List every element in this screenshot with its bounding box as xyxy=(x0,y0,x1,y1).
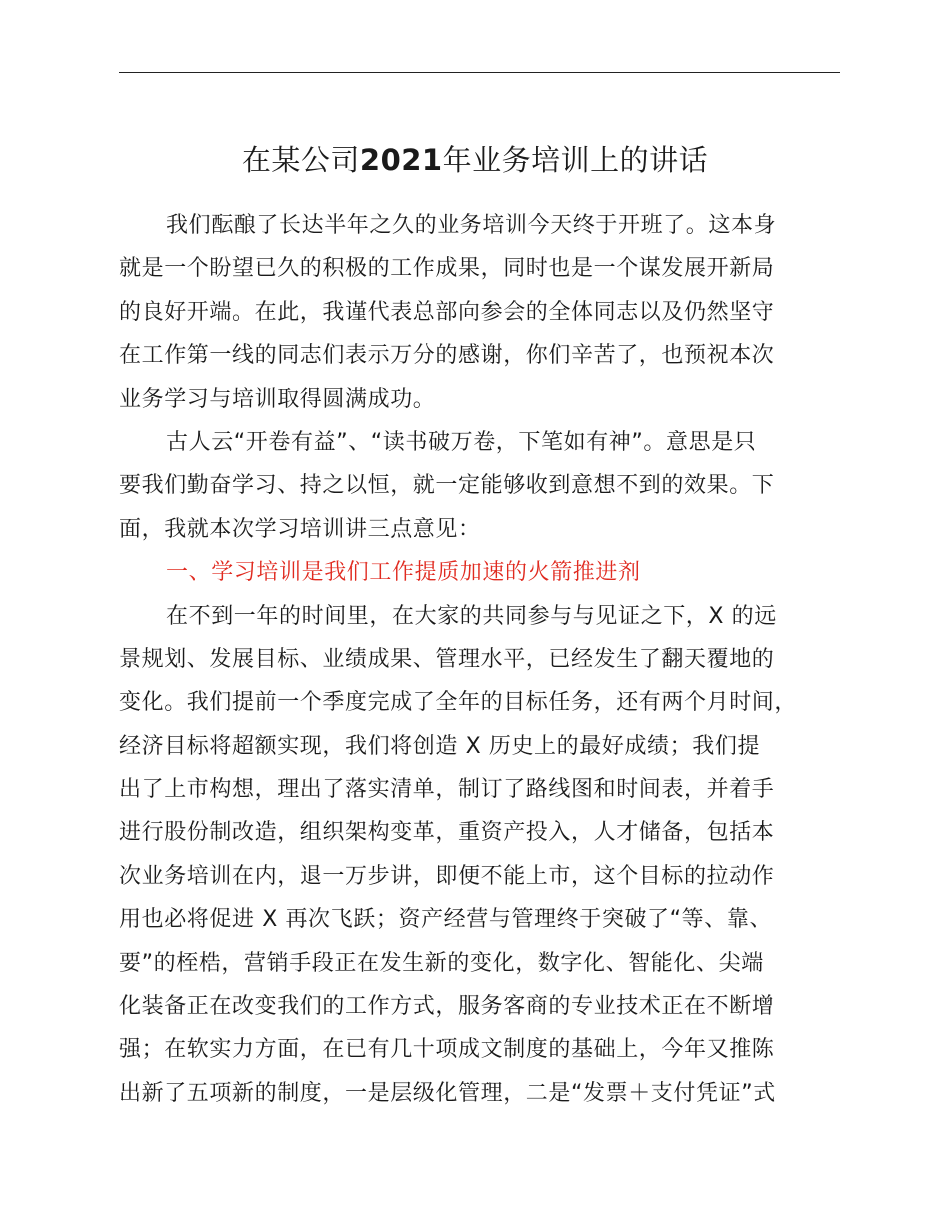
text-line: 我们酝酿了长达半年之久的业务培训今天终于开班了。这本身 xyxy=(166,213,777,238)
document-title xyxy=(0,138,950,182)
text-line: 就是一个盼望已久的积极的工作成果，同时也是一个谋发展开新局 xyxy=(119,256,775,282)
text-line: 景规划、发展目标、业绩成果、管理水平，已经发生了翻天覆地的 xyxy=(119,646,775,672)
text-line: 古人云“开卷有益”、“读书破万卷，下笔如有神”。意思是只 xyxy=(166,429,757,455)
text-line: 的良好开端。在此，我谨代表总部向参会的全体同志以及仍然坚守 xyxy=(119,299,775,325)
text-line: 变化。我们提前一个季度完成了全年的目标任务，还有两个月时间， xyxy=(119,690,798,716)
text-line: 出新了五项新的制度，一是层级化管理，二是“发票＋支付凭证”式 xyxy=(119,1080,776,1106)
document-body xyxy=(119,204,840,1115)
text-line: 面，我就本次学习培训讲三点意见： xyxy=(119,516,481,542)
text-line: 业务学习与培训取得圆满成功。 xyxy=(119,386,436,412)
text-line: 经济目标将超额实现，我们将创造 X 历史上的最好成绩；我们提 xyxy=(119,733,761,759)
title-suffix: 年业务培训上的讲话 xyxy=(442,143,709,177)
text-line: 用也必将促进 X 再次飞跃；资产经营与管理终于突破了“等、靠、 xyxy=(119,907,773,933)
text-line: 进行股份制改造，组织架构变革，重资产投入，人才储备，包括本 xyxy=(119,820,775,846)
text-line: 强；在软实力方面，在已有几十项成文制度的基础上，今年又推陈 xyxy=(119,1037,775,1063)
text-line: 在不到一年的时间里，在大家的共同参与与见证之下，X 的远 xyxy=(166,603,777,629)
text-line: 要我们勤奋学习、持之以恒，就一定能够收到意想不到的效果。下 xyxy=(119,473,775,499)
section-heading: 一、学习培训是我们工作提质加速的火箭推进剂 xyxy=(166,560,641,586)
text-line: 在工作第一线的同志们表示万分的感谢，你们辛苦了，也预祝本次 xyxy=(119,343,775,369)
text-line: 次业务培训在内，退一万步讲，即便不能上市，这个目标的拉动作 xyxy=(119,863,775,889)
text-line: 要”的桎梏，营销手段正在发生新的变化，数字化、智能化、尖端 xyxy=(119,950,764,976)
text-line: 化装备正在改变我们的工作方式，服务客商的专业技术正在不断增 xyxy=(119,994,775,1020)
title-year: 2021 xyxy=(359,143,443,177)
text-line: 出了上市构想，理出了落实清单，制订了路线图和时间表，并着手 xyxy=(119,777,775,803)
top-rule xyxy=(119,72,840,73)
title-prefix: 在某公司 xyxy=(241,143,360,177)
